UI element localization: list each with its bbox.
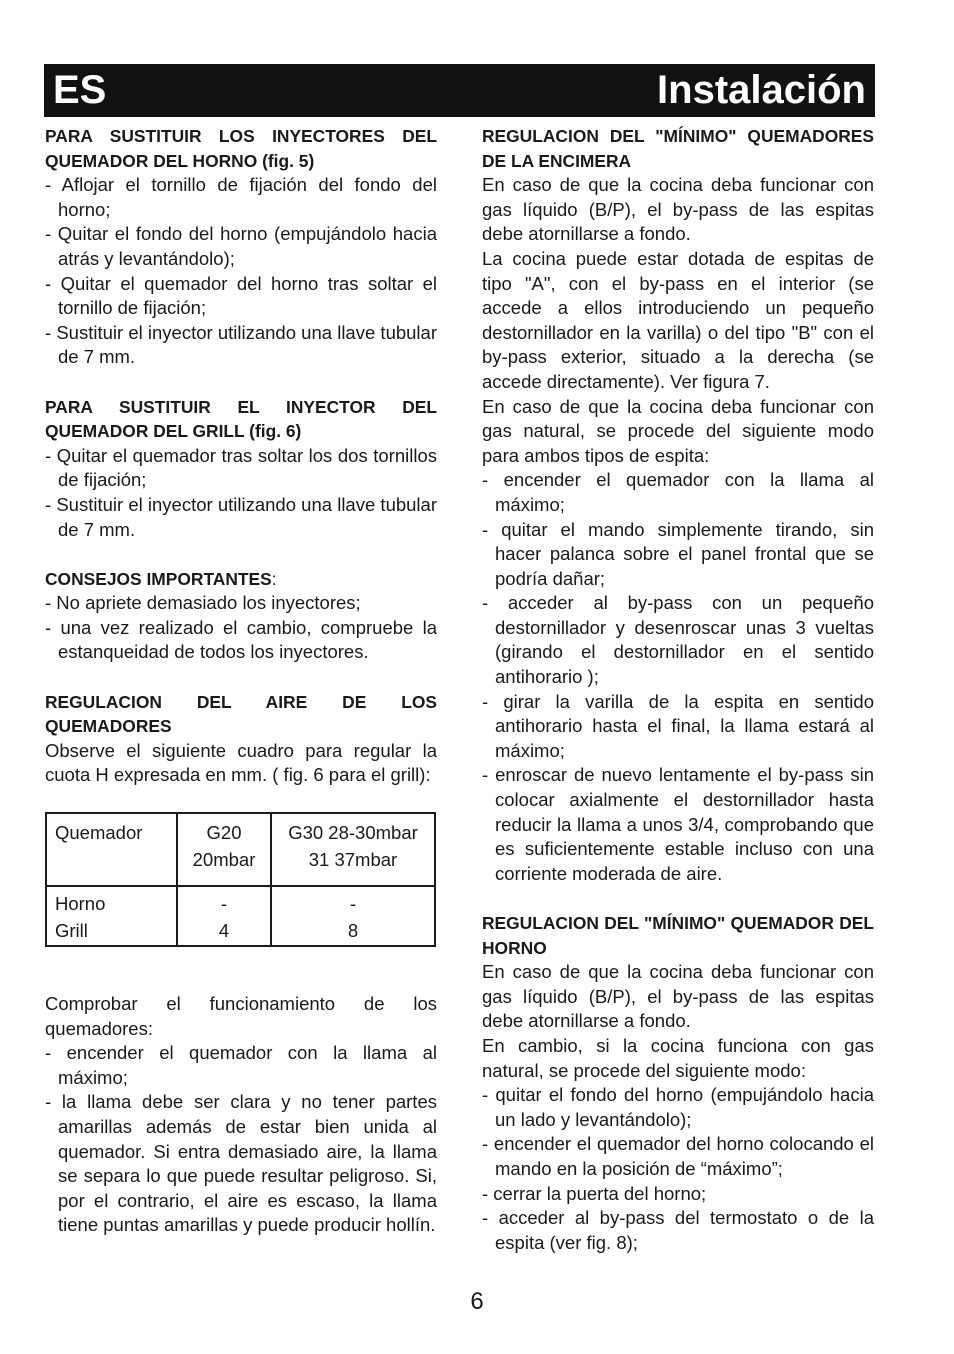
- table-cell-grill: Grill: [55, 920, 88, 942]
- section-title-oven-minimum: REGULACION DEL "MÍNIMO" QUEMADOR DEL HORNO: [482, 913, 874, 958]
- table-header-g30-line2: 31 37mbar: [308, 849, 398, 871]
- list-item: - enroscar de nuevo lentamente el by-pass sin colocar axialmente el destornillador hasta reducir la llama a unos 3/4, comprobando que es suficientemente estable incluso con una corriente moderada de aire.: [482, 764, 874, 884]
- page-number: 6: [470, 1288, 484, 1315]
- table-cell-g20-values: [177, 886, 271, 946]
- paragraph: Observe el siguiente cuadro para regular la cuota H expresada en mm. ( fig. 6 para el grill):: [45, 739, 437, 786]
- list-item: - acceder al by-pass del termostato o de la espita (ver fig. 8);: [482, 1207, 874, 1253]
- table-cell-g20-grill: 4: [218, 920, 230, 942]
- page-title: Instalación: [657, 68, 866, 112]
- paragraph: La cocina puede estar dotada de espitas de tipo "A", con el by-pass en el interior (se accede a ellos introduciendo un pequeño destornillador en la varilla) o del tipo "B" con el by-pass exterior, situado a la derecha (se accede directamente). Ver figura 7.: [482, 247, 874, 392]
- table-header-g30: [271, 813, 435, 886]
- paragraph: En caso de que la cocina deba funcionar con gas líquido (B/P), el by-pass de las espitas debe atornillarse a fondo.: [482, 961, 874, 1032]
- paragraph: En caso de que la cocina deba funcionar con gas natural, se procede del siguiente modo para ambos tipos de espita:: [482, 395, 874, 466]
- paragraph: Comprobar el funcionamiento de los quemadores:: [45, 993, 437, 1039]
- section-title-hob-minimum: REGULACION DEL "MÍNIMO" QUEMADORES DE LA ENCIMERA: [482, 126, 874, 171]
- table-cell-oven: Horno: [55, 893, 106, 915]
- list-item: - una vez realizado el cambio, compruebe la estanqueidad de todos los inyectores.: [45, 616, 437, 663]
- table-cell-g30-values: [271, 886, 435, 946]
- list-item: - Quitar el quemador tras soltar los dos tornillos de fijación;: [45, 444, 437, 491]
- list-item: - la llama debe ser clara y no tener partes amarillas además de estar bien unida al quemador. Si entra demasiado aire, la llama se separa lo que puede resultar peligroso. Si, por el contrario, el aire es escaso, la llama tiene puntas amarillas y puede producir hollín.: [45, 1091, 437, 1236]
- table-row: [46, 886, 435, 946]
- list-item: - Sustituir el inyector utilizando una llave tubular de 7 mm.: [45, 321, 437, 368]
- section-title-air-regulation: REGULACION DEL AIRE DE LOS QUEMADORES: [45, 691, 437, 737]
- list-item: - encender el quemador con la llama al máximo;: [45, 1042, 437, 1088]
- air-regulation-table: [45, 812, 436, 947]
- list-item: - Quitar el quemador del horno tras soltar el tornillo de fijación;: [45, 272, 437, 319]
- table-cell-g20-oven: -: [220, 893, 228, 915]
- table-cell-g30-grill: 8: [347, 920, 359, 942]
- language-code: ES: [53, 68, 107, 112]
- tips-title-colon: :: [271, 568, 277, 589]
- list-item: - Aflojar el tornillo de fijación del fondo del horno;: [45, 174, 437, 220]
- list-item: - acceder al by-pass con un pequeño destornillador y desenroscar unas 3 vueltas (girando el destornillador en el sentido antihorario );: [482, 592, 874, 688]
- table-header-g30-line1: G30 28-30mbar: [288, 822, 418, 844]
- table-cell-burners: [46, 886, 177, 946]
- table-cell-g30-oven: -: [349, 893, 357, 915]
- table-header-row: [46, 813, 435, 886]
- list-item: - Sustituir el inyector utilizando una llave tubular de 7 mm.: [45, 493, 437, 540]
- tips-title-text: CONSEJOS IMPORTANTES: [45, 568, 272, 589]
- section-title-grill-injector: PARA SUSTITUIR EL INYECTOR DEL QUEMADOR DEL GRILL (fig. 6): [45, 396, 437, 442]
- list-item: - encender el quemador del horno colocando el mando en la posición de “máximo”;: [482, 1133, 874, 1179]
- list-item: - quitar el fondo del horno (empujándolo hacia un lado y levantándolo);: [482, 1084, 874, 1130]
- paragraph: En cambio, si la cocina funciona con gas natural, se procede del siguiente modo:: [482, 1034, 874, 1081]
- paragraph: En caso de que la cocina deba funcionar con gas líquido (B/P), el by-pass de las espitas debe atornillarse a fondo.: [482, 174, 874, 245]
- list-item: - cerrar la puerta del horno;: [482, 1182, 707, 1204]
- list-item: - No apriete demasiado los inyectores;: [45, 592, 361, 614]
- table-header-g20: [177, 813, 271, 886]
- table-header-burner: Quemador: [46, 813, 177, 886]
- page-header: [44, 64, 875, 117]
- list-item: - Quitar el fondo del horno (empujándolo hacia atrás y levantándolo);: [45, 223, 437, 269]
- list-item: - quitar el mando simplemente tirando, sin hacer palanca sobre el panel frontal que se podría dañar;: [482, 518, 874, 589]
- right-column: [482, 124, 874, 1255]
- table-header-g20-line1: G20: [206, 822, 242, 844]
- left-column: [45, 124, 437, 1238]
- list-item: - girar la varilla de la espita en sentido antihorario hasta el final, la llama estará al máximo;: [482, 690, 874, 761]
- table-header-g20-line2: 20mbar: [192, 849, 256, 871]
- section-title-oven-injectors: PARA SUSTITUIR LOS INYECTORES DEL QUEMADOR DEL HORNO (fig. 5): [45, 126, 437, 171]
- section-title-tips: [45, 567, 437, 592]
- list-item: - encender el quemador con la llama al máximo;: [482, 469, 874, 515]
